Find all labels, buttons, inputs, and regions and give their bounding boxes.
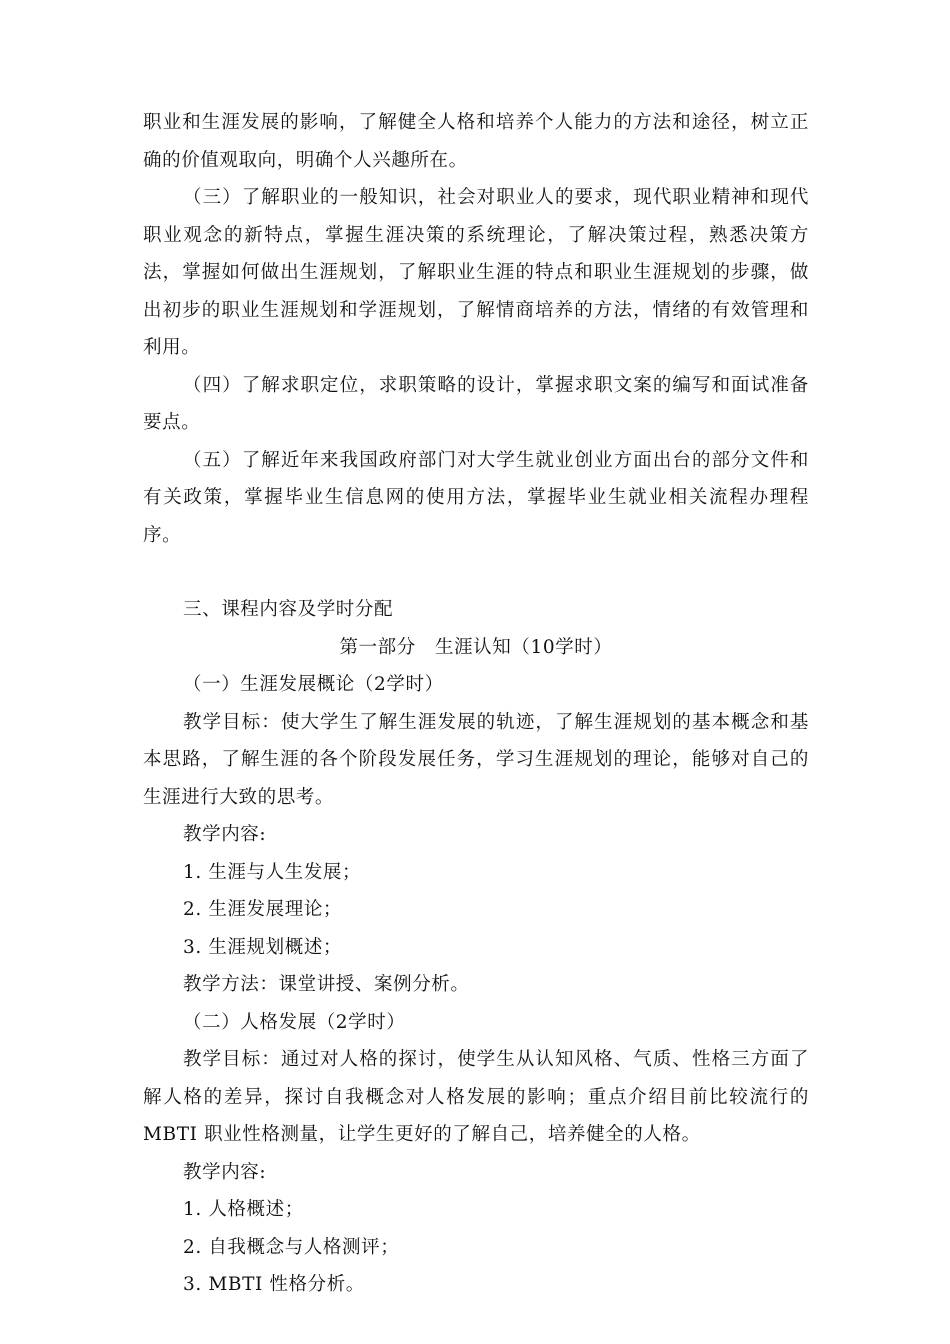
unit1-method: 教学方法：课堂讲授、案例分析。 [183,974,470,995]
paragraph-objective-3: （三）了解职业的一般知识，社会对职业人的要求，现代职业精神和现代职业观念的新特点，掌握生涯决策的系统理论，了解决策过程，熟悉决策方法，掌握如何做出生涯规划，了解职业生涯的特点和职业生涯规划的步骤，做出初步的职业生涯规划和学涯规划，了解情商培养的方法，情绪的有效管理和利用。 [143,187,809,358]
unit1-title: （一）生涯发展概论（2学时） [183,674,444,695]
unit2-goal: 教学目标：通过对人格的探讨，使学生从认知风格、气质、性格三方面了解人格的差异，探讨自我概念对人格发展的影响；重点介绍目前比较流行的 MBTI 职业性格测量，让学生更好的了解自己，培养健全的人格。 [143,1049,809,1145]
section-heading: 三、课程内容及学时分配 [183,599,394,620]
paragraph-career-influence: 职业和生涯发展的影响，了解健全人格和培养个人能力的方法和途径，树立正确的价值观取向，明确个人兴趣所在。 [143,112,809,171]
unit2-title: （二）人格发展（2学时） [183,1011,406,1033]
unit1-item-2: 2. 生涯发展理论； [183,899,343,920]
section-spacer [143,554,809,591]
paragraph-objective-4: （四）了解求职定位，求职策略的设计，掌握求职文案的编写和面试准备要点。 [143,374,809,433]
part-title: 第一部分 生涯认知（10学时） [339,636,613,658]
unit1-content-label: 教学内容: [183,824,267,845]
unit1-goal: 教学目标：使大学生了解生涯发展的轨迹，了解生涯规划的基本概念和基本思路，了解生涯的各个阶段发展任务，学习生涯规划的理论，能够对自己的生涯进行大致的思考。 [143,711,809,808]
unit1-item-3: 3. 生涯规划概述； [183,936,343,958]
document-page [143,104,809,1304]
unit2-content-label: 教学内容: [183,1161,267,1183]
unit2-item-1: 1. 人格概述； [183,1199,304,1220]
unit2-item-2: 2. 自我概念与人格测评； [183,1236,400,1258]
paragraph-objective-5: （五）了解近年来我国政府部门对大学生就业创业方面出台的部分文件和有关政策，掌握毕业生信息网的使用方法，掌握毕业生就业相关流程办理程序。 [143,449,809,546]
unit2-item-3: 3. MBTI 性格分析。 [183,1274,365,1295]
unit1-item-1: 1. 生涯与人生发展； [183,861,362,883]
